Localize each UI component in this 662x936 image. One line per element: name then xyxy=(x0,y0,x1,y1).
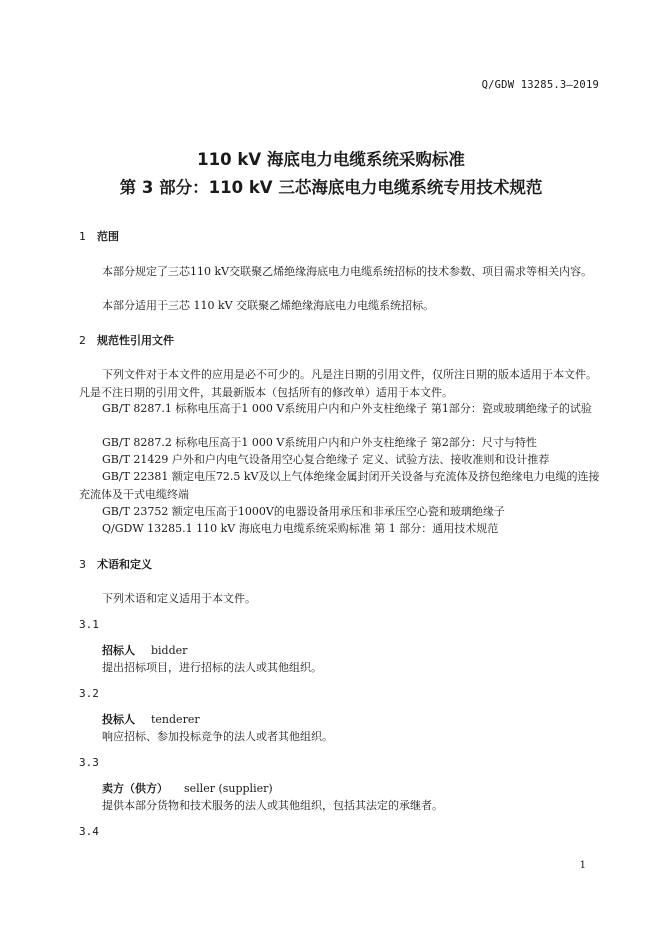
term-number: 3.2 xyxy=(79,687,99,700)
section-title: 术语和定义 xyxy=(97,558,152,571)
page-number: 1 xyxy=(579,860,586,871)
term-number: 3.4 xyxy=(79,825,99,838)
reference-item: GB/T 21429 户外和户内电气设备用空心复合绝缘子 定义、试验方法、接收准则和设计推荐 xyxy=(102,453,550,466)
section-number: 1 xyxy=(79,230,86,243)
paragraph: 本部分规定了三芯110 kV交联聚乙烯绝缘海底电力电缆系统招标的技术参数、项目需求等相关内容。 xyxy=(102,265,593,278)
term-english: seller (supplier) xyxy=(184,782,273,795)
reference-item: GB/T 22381 额定电压72.5 kV及以上气体绝缘金属封闭开关设备与充流体及挤包绝缘电力电缆的连接 充流体及干式电缆终端 xyxy=(79,470,600,501)
reference-item: GB/T 23752 额定电压高于1000V的电器设备用承压和非承压空心瓷和玻璃绝缘子 xyxy=(102,505,505,518)
term-number: 3.3 xyxy=(79,756,99,769)
paragraph: 下列文件对于本文件的应用是必不可少的。凡是注日期的引用文件，仅所注日期的版本适用于本文件。凡是不注日期的引用文件，其最新版本（包括所有的修改单）适用于本文件。 xyxy=(79,368,597,399)
term-definition: 响应招标、参加投标竞争的法人或者其他组织。 xyxy=(102,730,333,743)
document-id: Q/GDW 13285.3—2019 xyxy=(481,79,599,91)
term-entry xyxy=(102,711,200,727)
term-number: 3.1 xyxy=(79,618,99,631)
paragraph: 本部分适用于三芯 110 kV 交联聚乙烯绝缘海底电力电缆系统招标。 xyxy=(102,299,435,312)
paragraph: 下列术语和定义适用于本文件。 xyxy=(102,592,256,605)
reference-item: Q/GDW 13285.1 110 kV 海底电力电缆系统采购标准 第 1 部分：通用技术规范 xyxy=(102,522,499,535)
term-english: bidder xyxy=(151,644,188,657)
term-chinese: 卖方（供方） xyxy=(102,782,168,795)
section-heading-scope xyxy=(79,228,119,244)
term-definition: 提出招标项目，进行招标的法人或其他组织。 xyxy=(102,661,322,674)
section-title: 规范性引用文件 xyxy=(97,334,174,347)
document-subtitle: 第 3 部分：110 kV 三芯海底电力电缆系统专用技术规范 xyxy=(119,178,543,197)
reference-item: GB/T 8287.2 标称电压高于1 000 V系统用户内和户外支柱绝缘子 第2部分：尺寸与特性 xyxy=(102,436,537,449)
section-heading-terms xyxy=(79,556,152,572)
term-entry xyxy=(102,642,187,658)
term-english: tenderer xyxy=(151,713,200,726)
term-chinese: 投标人 xyxy=(102,713,135,726)
document-title: 110 kV 海底电力电缆系统采购标准 xyxy=(197,150,465,169)
term-entry xyxy=(102,780,273,796)
reference-item: GB/T 8287.1 标称电压高于1 000 V系统用户内和户外支柱绝缘子 第1部分：瓷或玻璃绝缘子的试验 xyxy=(102,402,592,415)
term-chinese: 招标人 xyxy=(102,644,135,657)
term-definition: 提供本部分货物和技术服务的法人或其他组织，包括其法定的承继者。 xyxy=(102,799,443,812)
section-number: 3 xyxy=(79,558,86,571)
section-heading-normative-references xyxy=(79,332,174,348)
section-title: 范围 xyxy=(97,230,119,243)
section-number: 2 xyxy=(79,334,86,347)
